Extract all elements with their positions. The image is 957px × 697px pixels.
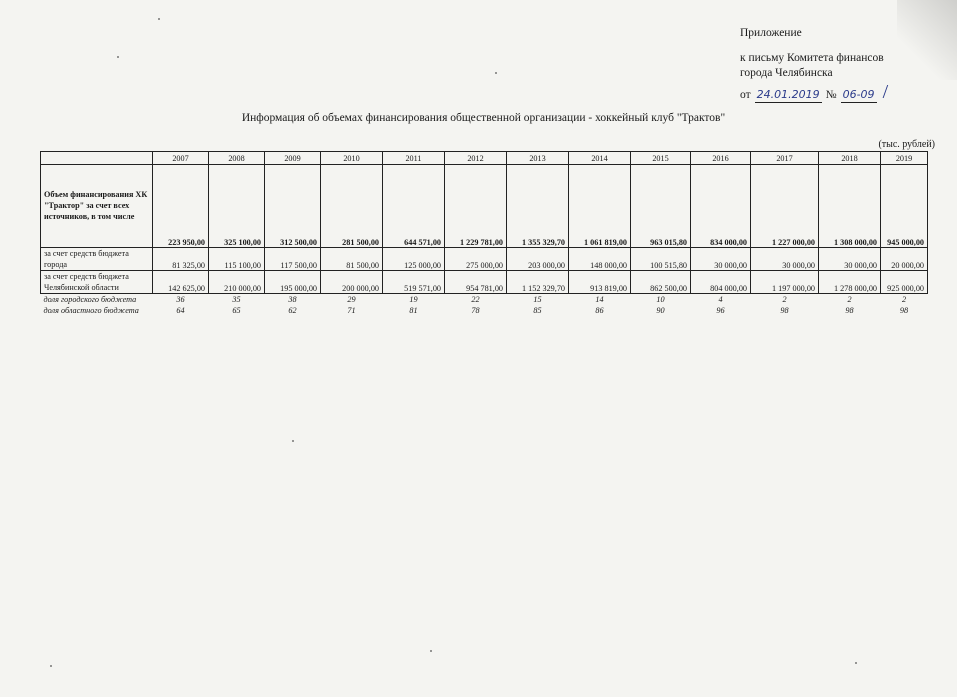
share-cell: 4 bbox=[718, 295, 723, 304]
share-cell: 38 bbox=[288, 295, 297, 304]
amount-cell: 925 000,00 bbox=[881, 271, 928, 294]
amount-cell: 275 000,00 bbox=[445, 248, 507, 271]
share-cell: 19 bbox=[409, 295, 418, 304]
header-appendix: Приложение bbox=[740, 27, 802, 39]
scan-speck bbox=[495, 72, 497, 74]
share-label: доля городского бюджета bbox=[43, 295, 137, 304]
year-header-2017: 2017 bbox=[751, 152, 819, 165]
year-header-2010: 2010 bbox=[321, 152, 383, 165]
amount-cell: 519 571,00 bbox=[383, 271, 445, 294]
year-header-2019: 2019 bbox=[881, 152, 928, 165]
amount-cell: 200 000,00 bbox=[321, 271, 383, 294]
amount-cell: 30 000,00 bbox=[819, 248, 881, 271]
region-share-row bbox=[41, 305, 928, 316]
financing-table bbox=[40, 151, 928, 316]
amount-cell: 312 500,00 bbox=[265, 165, 321, 248]
handwritten-number: 06-09 bbox=[842, 88, 875, 101]
share-cell: 85 bbox=[533, 306, 542, 315]
amount-cell: 30 000,00 bbox=[751, 248, 819, 271]
city-share-row bbox=[41, 294, 928, 306]
share-cell: 71 bbox=[347, 306, 356, 315]
amount-cell: 117 500,00 bbox=[265, 248, 321, 271]
amount-cell: 834 000,00 bbox=[691, 165, 751, 248]
amount-cell: 203 000,00 bbox=[507, 248, 569, 271]
amount-cell: 1 197 000,00 bbox=[751, 271, 819, 294]
share-cell: 36 bbox=[176, 295, 185, 304]
year-header-2012: 2012 bbox=[445, 152, 507, 165]
share-cell: 96 bbox=[716, 306, 725, 315]
amount-cell: 148 000,00 bbox=[569, 248, 631, 271]
share-cell: 64 bbox=[176, 306, 185, 315]
share-cell: 81 bbox=[409, 306, 418, 315]
header-letter-line: к письму Комитета финансов bbox=[740, 52, 884, 64]
share-cell: 10 bbox=[656, 295, 665, 304]
share-cell: 65 bbox=[232, 306, 241, 315]
row-label: за счет средств бюджета Челябинской области bbox=[41, 271, 153, 294]
share-cell: 15 bbox=[533, 295, 542, 304]
header-date-number bbox=[740, 81, 940, 103]
share-cell: 62 bbox=[288, 306, 297, 315]
amount-cell: 20 000,00 bbox=[881, 248, 928, 271]
number-label: № bbox=[825, 89, 837, 101]
year-header-2007: 2007 bbox=[153, 152, 209, 165]
amount-cell: 115 100,00 bbox=[209, 248, 265, 271]
document-header bbox=[740, 26, 940, 103]
year-header-row bbox=[41, 152, 928, 165]
amount-cell: 1 355 329,70 bbox=[507, 165, 569, 248]
year-header-2018: 2018 bbox=[819, 152, 881, 165]
amount-cell: 963 015,80 bbox=[631, 165, 691, 248]
header-empty-cell bbox=[41, 152, 153, 165]
header-city-line: города Челябинска bbox=[740, 67, 833, 79]
year-header-2016: 2016 bbox=[691, 152, 751, 165]
amount-cell: 125 000,00 bbox=[383, 248, 445, 271]
share-cell: 2 bbox=[782, 295, 787, 304]
share-cell: 86 bbox=[595, 306, 604, 315]
year-header-2008: 2008 bbox=[209, 152, 265, 165]
amount-cell: 210 000,00 bbox=[209, 271, 265, 294]
from-label: от bbox=[740, 89, 751, 101]
amount-cell: 1 152 329,70 bbox=[507, 271, 569, 294]
share-cell: 98 bbox=[899, 306, 909, 315]
share-cell: 78 bbox=[471, 306, 480, 315]
document-title: Информация об объемах финансирования общественной организации - хоккейный клуб "Трактов" bbox=[241, 112, 726, 124]
scan-speck bbox=[158, 18, 160, 20]
amount-cell: 100 515,80 bbox=[631, 248, 691, 271]
row-label: за счет средств бюджета города bbox=[41, 248, 153, 271]
year-header-2011: 2011 bbox=[383, 152, 445, 165]
amount-cell: 195 000,00 bbox=[265, 271, 321, 294]
scan-speck bbox=[50, 665, 52, 667]
amount-cell: 281 500,00 bbox=[321, 165, 383, 248]
scan-speck bbox=[117, 56, 119, 58]
units-note: (тыс. рублей) bbox=[878, 139, 935, 150]
amount-cell: 1 278 000,00 bbox=[819, 271, 881, 294]
amount-cell: 644 571,00 bbox=[383, 165, 445, 248]
amount-cell: 81 325,00 bbox=[153, 248, 209, 271]
amount-cell: 804 000,00 bbox=[691, 271, 751, 294]
amount-cell: 945 000,00 bbox=[881, 165, 928, 248]
share-cell: 2 bbox=[901, 295, 907, 304]
amount-cell: 223 950,00 bbox=[153, 165, 209, 248]
amount-cell: 325 100,00 bbox=[209, 165, 265, 248]
amount-cell: 1 227 000,00 bbox=[751, 165, 819, 248]
year-header-2015: 2015 bbox=[631, 152, 691, 165]
amount-cell: 1 308 000,00 bbox=[819, 165, 881, 248]
amount-cell: 142 625,00 bbox=[153, 271, 209, 294]
share-cell: 98 bbox=[845, 306, 854, 315]
handwritten-date: 24.01.2019 bbox=[756, 88, 820, 101]
scan-speck bbox=[430, 650, 432, 652]
region-budget-row bbox=[41, 271, 928, 294]
share-cell: 22 bbox=[471, 295, 480, 304]
amount-cell: 954 781,00 bbox=[445, 271, 507, 294]
year-header-2014: 2014 bbox=[569, 152, 631, 165]
share-cell: 98 bbox=[780, 306, 789, 315]
amount-cell: 81 500,00 bbox=[321, 248, 383, 271]
share-cell: 29 bbox=[347, 295, 356, 304]
handwritten-slash-mark: / bbox=[882, 81, 889, 103]
amount-cell: 862 500,00 bbox=[631, 271, 691, 294]
row-label: Объем финансирования ХК "Трактор" за счет всех источников, в том числе bbox=[41, 165, 153, 248]
amount-cell: 1 061 819,00 bbox=[569, 165, 631, 248]
share-cell: 14 bbox=[595, 295, 604, 304]
scan-speck bbox=[855, 662, 857, 664]
year-header-2009: 2009 bbox=[265, 152, 321, 165]
share-cell: 90 bbox=[656, 306, 665, 315]
amount-cell: 1 229 781,00 bbox=[445, 165, 507, 248]
share-cell: 35 bbox=[232, 295, 241, 304]
amount-cell: 30 000,00 bbox=[691, 248, 751, 271]
amount-cell: 913 819,00 bbox=[569, 271, 631, 294]
total-financing-row bbox=[41, 165, 928, 248]
share-cell: 2 bbox=[847, 295, 852, 304]
scan-speck bbox=[292, 440, 294, 442]
city-budget-row bbox=[41, 248, 928, 271]
share-label: доля областного бюджета bbox=[43, 306, 139, 315]
year-header-2013: 2013 bbox=[507, 152, 569, 165]
